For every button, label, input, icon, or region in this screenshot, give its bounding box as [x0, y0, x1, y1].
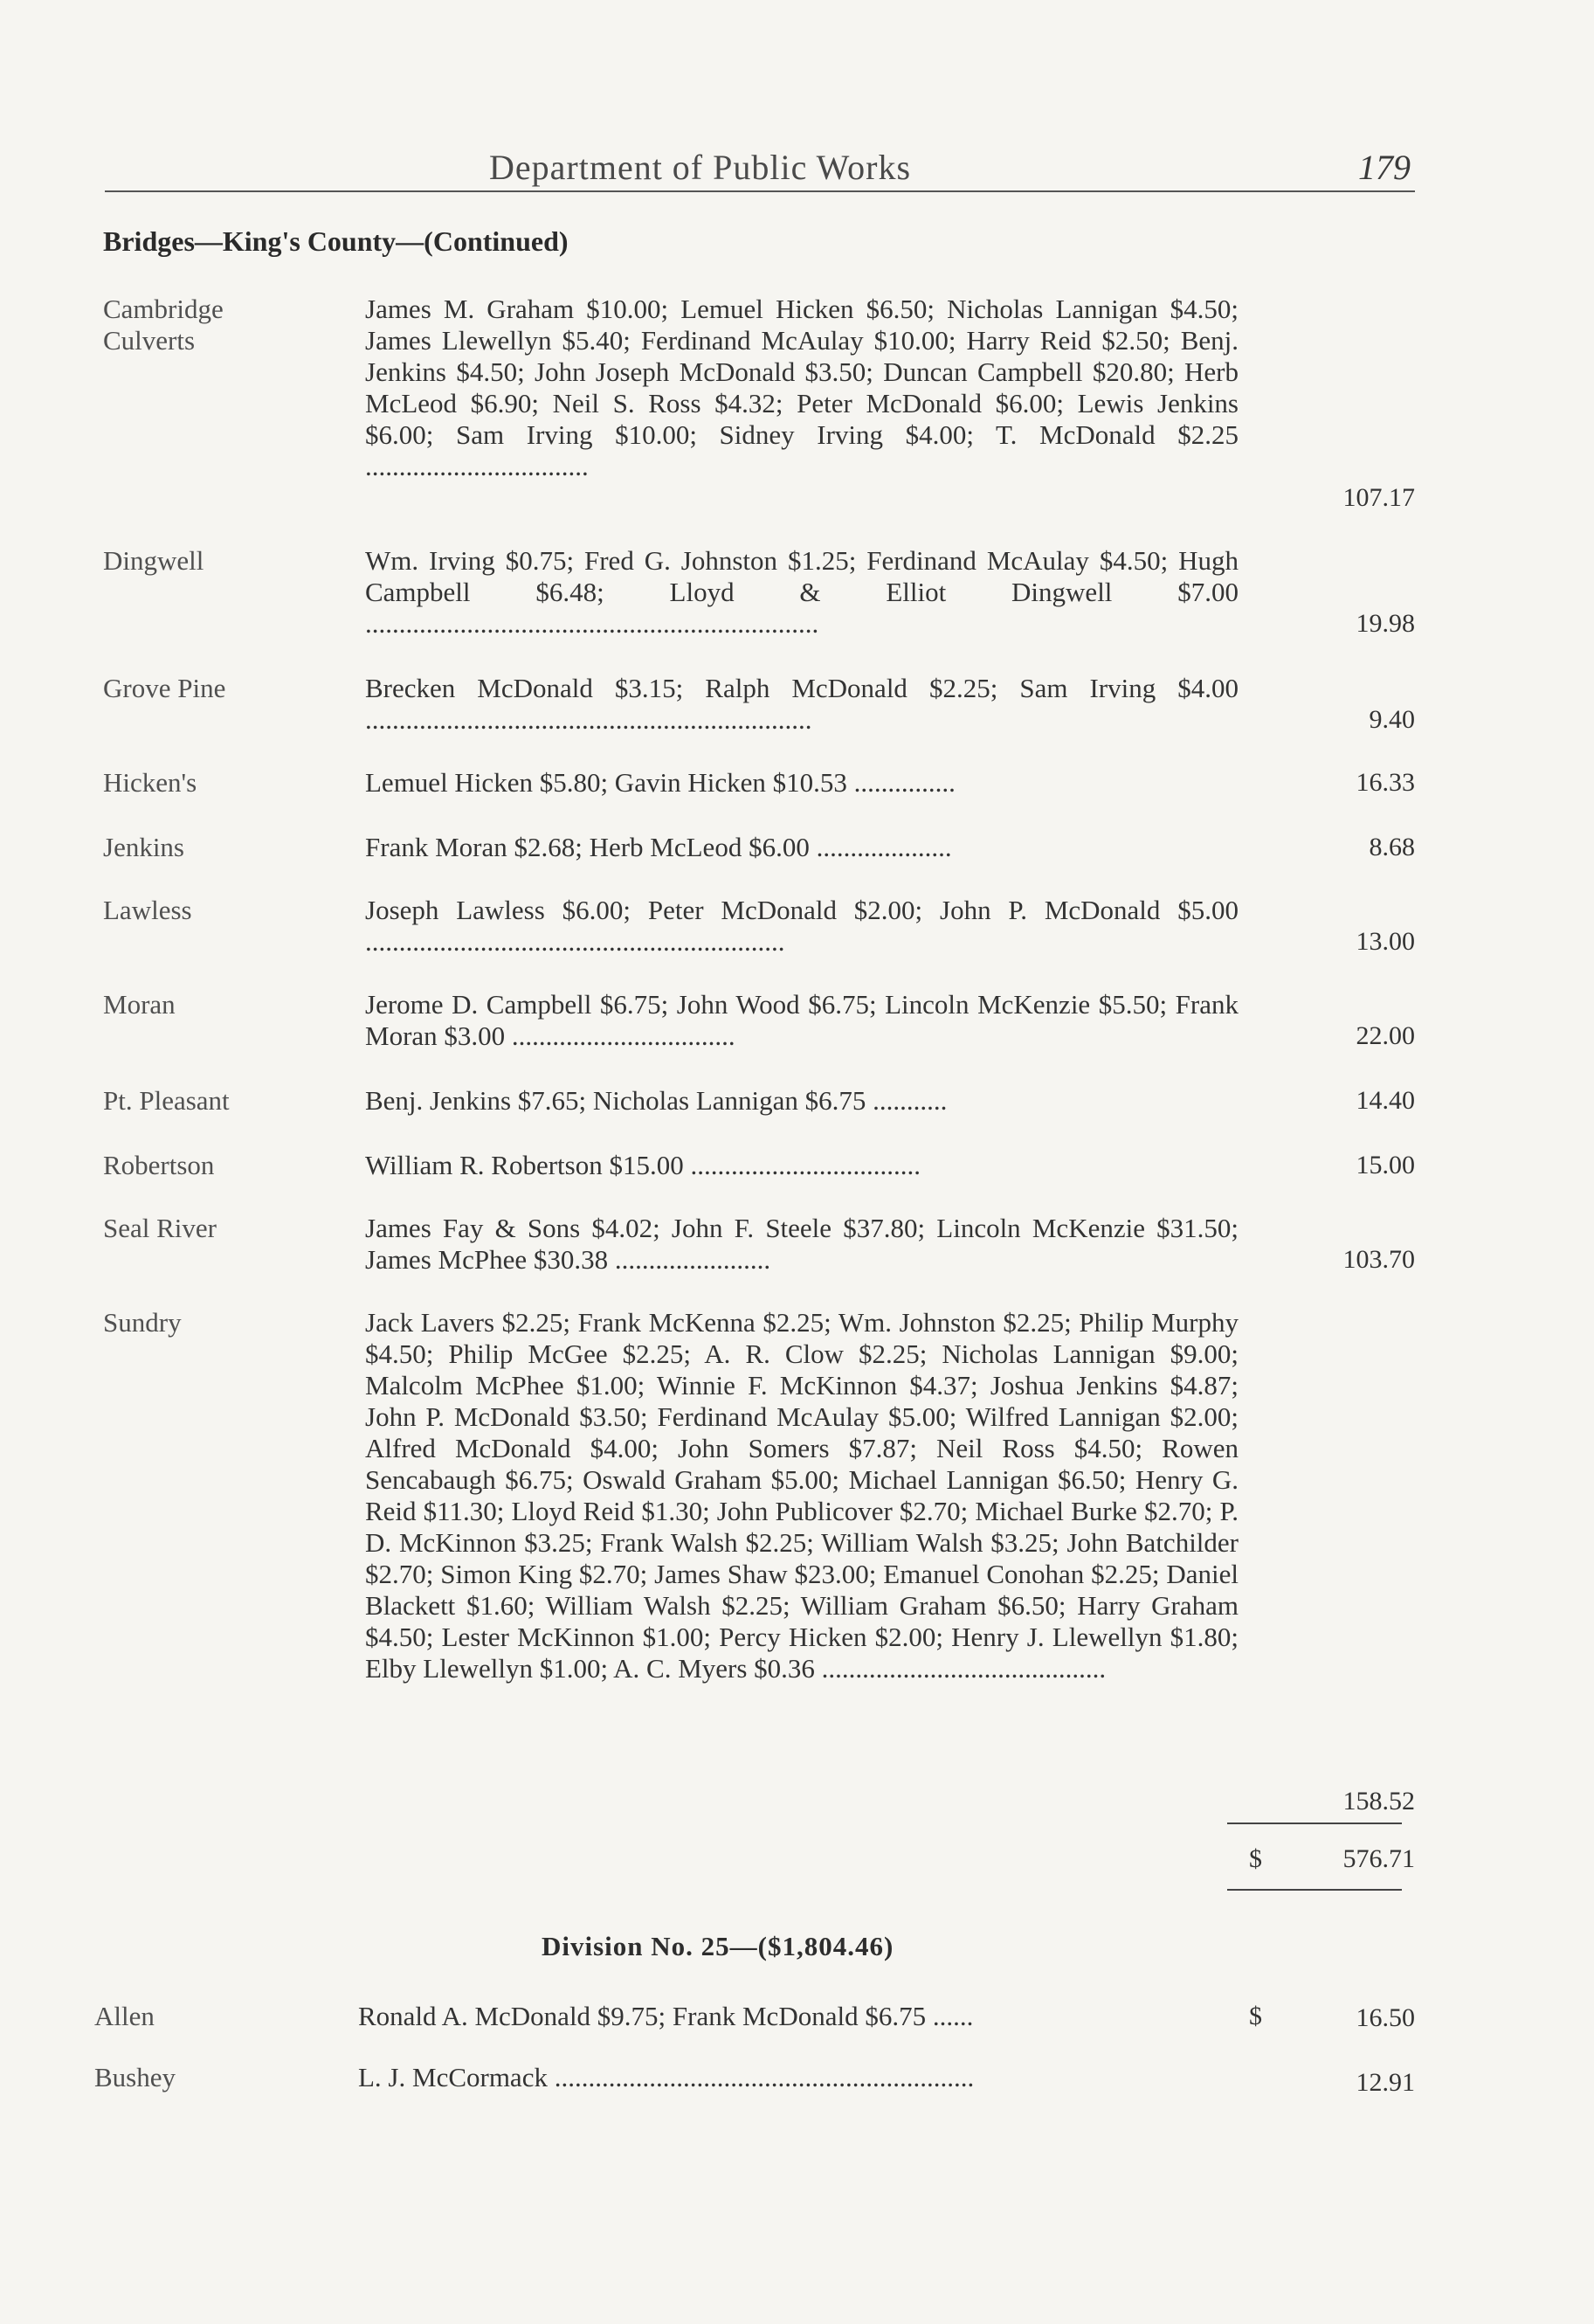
entry-location: Moran — [103, 989, 176, 1020]
entry-amount: 15.00 — [1356, 1151, 1415, 1179]
entry-description: Jack Lavers $2.25; Frank McKenna $2.25; Wm. Johnston $2.25; Philip Murphy $4.50; Philip McGee $2.25; A. R. Clow $2.25; Nicholas Lannigan $9.00; Malcolm McPhee $1.00; Winnie F. McKinnon $4.37; Joshua Jenkins $4.87; John P. McDonald $3.50; Ferdinand McAulay $5.00; Wilfred Lannigan $2.00; Alfred McDonald $4.00; John Somers $7.87; Neil Ross $4.50; Rowen Sencabaugh $6.75; Oswald Graham $5.00; Michael Lannigan $6.50; Henry G. Reid $11.30; Lloyd Reid $1.30; John Publicover $2.70; Michael Burke $2.70; P. D. McKinnon $3.25; Frank Walsh $2.25; William Walsh $3.25; John Batchilder $2.70; Simon King $2.70; James Shaw $23.00; Emanuel Conohan $2.25; Daniel Blackett $1.60; William Walsh $2.25; William Graham $6.50; Harry Graham $4.50; Lester McKinnon $1.00; Percy Hicken $2.00; Henry J. Llewellyn $1.80; Elby Llewellyn $1.00; A. C. Myers $0.36 .......................................... — [365, 1307, 1239, 1684]
entry-location: Bushey — [94, 2062, 176, 2092]
entry-location: Pt. Pleasant — [103, 1085, 230, 1116]
entry-amount: 22.00 — [1356, 1021, 1415, 1050]
entry-amount: 13.00 — [1356, 927, 1415, 956]
entry-description: Jerome D. Campbell $6.75; John Wood $6.75; Lincoln McKenzie $5.50; Frank Moran $3.00 ................................. — [365, 989, 1239, 1051]
entry-description: Lemuel Hicken $5.80; Gavin Hicken $10.53 ............... — [365, 767, 956, 798]
entry-description: Ronald A. McDonald $9.75; Frank McDonald $6.75 ...... — [358, 2001, 974, 2031]
entry-amount: 14.40 — [1356, 1086, 1415, 1115]
entry-location: Grove Pine — [103, 673, 226, 703]
entry-location: Seal River — [103, 1213, 217, 1243]
entry-location: Sundry — [103, 1307, 182, 1338]
entry-description: Wm. Irving $0.75; Fred G. Johnston $1.25; Ferdinand McAulay $4.50; Hugh Campbell $6.48; Lloyd & Elliot Dingwell $7.00 ................................................................... — [365, 545, 1239, 639]
entry-amount: 19.98 — [1356, 609, 1415, 638]
entry-description: James M. Graham $10.00; Lemuel Hicken $6.50; Nicholas Lannigan $4.50; James Llewellyn $5.40; Ferdinand McAulay $10.00; Harry Reid $2.50; Benj. Jenkins $4.50; John Joseph McDonald $3.50; Duncan Campbell $20.80; Herb McLeod $6.90; Neil S. Ross $4.32; Peter McDonald $6.00; Lewis Jenkins $6.00; Sam Irving $10.00; Sidney Irving $4.00; T. McDonald $2.25 ................................. — [365, 294, 1239, 481]
entry-amount: 16.33 — [1356, 768, 1415, 797]
entry-currency: $ — [1249, 2002, 1262, 2030]
entry-amount: 103.70 — [1342, 1245, 1415, 1274]
entry-location: Dingwell — [103, 545, 204, 576]
section-heading: Bridges—King's County—(Continued) — [103, 225, 569, 257]
division-heading: Division No. 25—($1,804.46) — [542, 1931, 894, 1961]
entry-location: Allen — [94, 2001, 155, 2031]
entry-location: Robertson — [103, 1150, 215, 1180]
total-amount: 576.71 — [1342, 1844, 1415, 1873]
entry-description: James Fay & Sons $4.02; John F. Steele $37.80; Lincoln McKenzie $31.50; James McPhee $30.38 ....................... — [365, 1213, 1239, 1275]
total-rule — [1227, 1889, 1402, 1891]
total-currency: $ — [1249, 1844, 1262, 1873]
running-header-title: Department of Public Works — [489, 148, 912, 187]
entry-location: Hicken's — [103, 767, 197, 798]
entry-amount: 8.68 — [1369, 833, 1415, 861]
entry-amount: 16.50 — [1356, 2003, 1415, 2032]
entry-amount: 158.52 — [1342, 1787, 1415, 1816]
entry-description: William R. Robertson $15.00 .................................. — [365, 1150, 921, 1180]
entry-location: Jenkins — [103, 832, 184, 862]
entry-location: Cambridge Culverts — [103, 294, 224, 356]
entry-description: Brecken McDonald $3.15; Ralph McDonald $2.25; Sam Irving $4.00 .................................................................. — [365, 673, 1239, 735]
entry-location: Lawless — [103, 895, 192, 925]
header-rule — [105, 190, 1415, 192]
subtotal-rule — [1227, 1823, 1402, 1824]
entry-description: Benj. Jenkins $7.65; Nicholas Lannigan $6.75 ........... — [365, 1085, 948, 1116]
entry-amount: 107.17 — [1342, 483, 1415, 512]
page-number: 179 — [1358, 148, 1411, 187]
entry-description: Joseph Lawless $6.00; Peter McDonald $2.00; John P. McDonald $5.00 .............................................................. — [365, 895, 1239, 957]
entry-amount: 12.91 — [1356, 2068, 1415, 2097]
entry-amount: 9.40 — [1369, 705, 1415, 734]
entry-description: L. J. McCormack .............................................................. — [358, 2062, 975, 2092]
entry-description: Frank Moran $2.68; Herb McLeod $6.00 .................... — [365, 832, 952, 862]
